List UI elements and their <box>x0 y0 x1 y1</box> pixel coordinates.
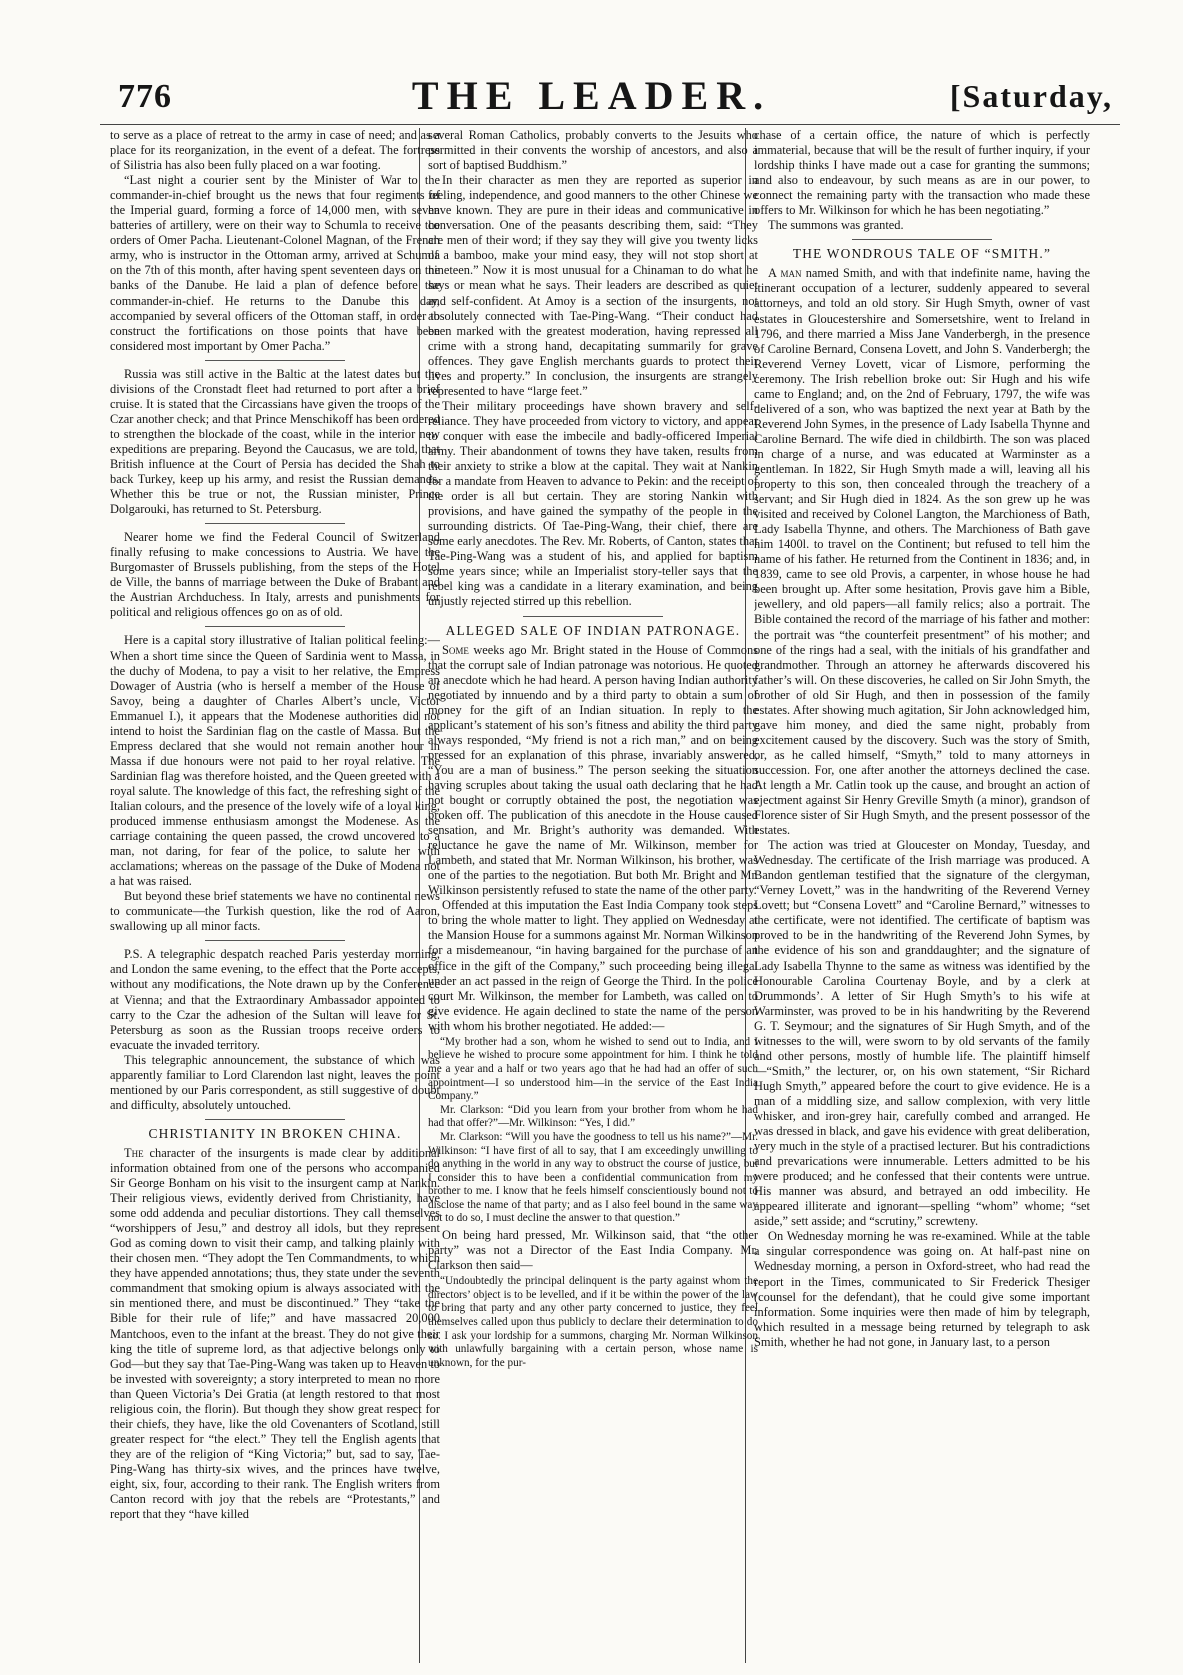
paragraph: Their military proceedings have shown bravery and self-reliance. They have proceeded from victory to victory, and appear to conquer with ease the imbecile and badly-officered Imperial army. Their abandonment of towns they have taken, results from their anxiety to strike a blow at the capital. They wait at Nankin for a mandate from Heaven to advance to Pekin: and the receipt of the order is all but certain. They are storing Nankin with provisions, and have gained the sympathy of the people in the surrounding districts. Of Tae-Ping-Wang, their chief, there are some early anecdotes. The Rev. Mr. Roberts, of Canton, states that Tae-Ping-Wang was a student of his, and applied for baptism some years since; while an Imperialist story-teller says that the rebel king was a candidate in a literary examination, and being unjustly rejected stirred up this rebellion. <box>428 398 758 609</box>
masthead <box>0 0 1183 118</box>
drop-word: Some <box>442 642 469 657</box>
paragraph: P.S. A telegraphic despatch reached Paris yesterday morning, and London the same evening, to the effect that the Porte accepts, without any modifications, the Note drawn up by the Conference at Vienna; and that the Extraordinary Ambassador appointed to carry to the Czar the adhesion of the Sultan will leave for St. Petersburg as soon as the Russian troops receive orders to evacuate the invaded territory. <box>110 947 440 1052</box>
testimony-quote <box>428 1036 758 1226</box>
paragraph: Offended at this imputation the East India Company took steps to bring the whole matter to light. They applied on Wednesday at the Mansion House for a summons against Mr. Norman Wilkinson for a misdemeanour, “in having bargained for the purchase of an office in the gift of the Company,” such proceeding being illegal under an act passed in the reign of George the Third. In the police court Mr. Wilkinson, the member for Lambeth, was called on to give evidence. He again declined to state the name of the person with whom his brother negotiated. He added:— <box>428 898 758 1033</box>
paragraph: several Roman Catholics, probably converts to the Jesuits who permitted in their convents the worship of ancestors, and also a sort of baptised Buddhism.” <box>428 128 758 173</box>
quote-paragraph: “My brother had a son, whom he wished to send out to India, and I believe he wished to procure some appointment for him. I think he told me a year and a half or two years ago that he had had an offer of such appointment—I so understood him—in the service of the East India Company.” <box>428 1035 758 1103</box>
masthead-rule <box>100 124 1120 125</box>
newspaper-title: THE LEADER. <box>411 73 772 118</box>
quote-paragraph: “Undoubtedly the principal delinquent is the party against whom the directors’ object is to be levelled, and if it be within the power of the law to bring that party and any other party concerned to justice, they feel themselves called upon thus publicly to declare their determination to do so. I ask your lordship for a summons, charging Mr. Norman Wilkinson with unlawfully bargaining with a certain person, whose name is unknown, for the pur- <box>428 1275 758 1369</box>
paragraph: But beyond these brief statements we have no continental news to communicate—the Turkish question, like the rod of Aaron, swallowing up all minor facts. <box>110 889 440 934</box>
paragraph: On Wednesday morning he was re-examined. While at the table a singular correspondence was going on. At half-past nine on Wednesday morning, a person in Oxford-street, who had read the report in the Times, communicated to Sir Frederick Thesiger (counsel for the defendant), that he could give some important information. Some inquiries were then made of him by telegraph, which resulted in a message being returned by telegraph to ask Smith, whether he had not gone, in January last, to a person <box>754 1229 1090 1349</box>
paragraph <box>428 643 758 899</box>
paragraph <box>754 266 1090 838</box>
page-number: 776 <box>118 78 172 115</box>
paragraph-text: weeks ago Mr. Bright stated in the House of Commons that the corrupt sale of Indian patronage was notorious. He quoted an anecdote which he had heard. A person having Indian authority negotiated by innuendo and by a third party to obtain a sum of money for the gift of an Indian situation. In reply to the applicant’s statement of his son’s fitness and ability the third party always responded, “My friend is not a rich man,” and on being pressed for an explanation of this phrase, invariably answered, “You are a man of business.” The person seeking the situation having scruples about taking the usual oath declaring that he had not bought or corruptly obtained the post, the negotiation was broken off. The publication of this anecdote in the House caused sensation, and Mr. Bright’s authority was demanded. With reluctance he gave the name of Mr. Wilkinson, member for Lambeth, and stated that Mr. Norman Wilkinson, his brother, was one of the parties to the negotiation. But both Mr. Bright and Mr. Wilkinson persistently refused to state the name of the other party. <box>428 642 758 898</box>
paragraph: Nearer home we find the Federal Council of Switzerland finally refusing to make concessions to Austria. We have the Burgomaster of Brussels publishing, from the steps of the Hotel de Ville, the banns of marriage between the Duke of Brabant and the Austrian Archduchess. In Italy, arrests and punishments for political and religious offences go on as of old. <box>110 530 440 620</box>
drop-word: The <box>124 1145 144 1160</box>
paragraph: In their character as men they are reported as superior in feeling, independence, and good manners to the other Chinese we have known. They are pure in their ideas and communicative in conversation. One of the peasants describing them, said: “They are men of their word; if they say they will give you twenty licks of a bamboo, make your mind easy, they will not stop short at nineteen.” Now it is most unusual for a Chinaman to do what he says or mean what he says. Their leaders are described as quiet and self-confident. At Amoy is a section of the insurgents, not absolutely connected with Tae-Ping-Wang. “Their conduct had been marked with the greatest moderation, having repressed all crime with a strong hand, decapitating summarily for grave offences. They gave English merchants guards to protect their lives and property.” In conclusion, the insurgents are strangely represented to have “large feet.” <box>428 173 758 398</box>
paragraph: This telegraphic announcement, the substance of which was apparently familiar to Lord Clarendon last night, leaves the point mentioned by our Paris correspondent, as still suggestive of doubt and difficulty, absolutely untouched. <box>110 1052 440 1112</box>
paragraph: The summons was granted. <box>768 218 904 233</box>
paragraph-text: character of the insurgents is made clear by additional information obtained from one of the persons who accompanied Sir George Bonham on his visit to the insurgent camp at Nankin. Their religious views, evidently derived from Christianity, have some odd addenda and peculiar distortions. They call themselves “worshippers of Jesu,” and destroy all idols, but they represent God as coming down to visit their camp, and talking plainly with their chosen men. “They adopt the Ten Commandments, to which they have appended annotations; thus, they state under the seventh commandment that smoking opium is always associated with the sin mentioned there, and must be discontinued.” They “take the Bible for their rule of life;” and have massacred 20,000 Mantchoos, even to the infant at the breast. They do not give their king the title of supreme lord, as that adjective belongs only to God—but they say that Tae-Ping-Wang was taken up to Heaven to be invested with sovereignty; a story interpreted to mean no more than Queen Victoria’s Dei Gratia (at length restored to that most religious coin, the florin). But though they show great respect for their chiefs, they have, like the old Covenanters of Scotland, still greater respect for “the elect.” They tell the English agents that they are of the religion of “King Victoria;” but, sad to say, Tae-Ping-Wang has thirty-six wives, and the princes have twelve, eight, six, four, according to their rank. The English writers from Canton record with joy that the rebels are “Protestants,” and report that they “have killed <box>110 1145 440 1522</box>
paragraph: On being hard pressed, Mr. Wilkinson said, that “the other party” was not a Director of the East India Company. Mr. Clarkson then said— <box>428 1228 758 1273</box>
drop-word: A man <box>768 266 802 281</box>
section-separator <box>205 1119 345 1120</box>
issue-day: [Saturday, <box>949 78 1113 114</box>
paragraph-text: named Smith, and with that indefinite name, having the itinerant occupation of a lecturer, suddenly appeared to several attorneys, and told an old story. Sir Hugh Smyth, owner of vast estates in Gloucestershire and Somersetshire, went to Ireland in 1796, and there married a Miss Jane Vanderbergh, in the presence of Caroline Bernard, Consena Lovett, and John S. Vanderbergh; the Reverend Verney Lovett, vicar of Lismore, performing the ceremony. The Irish rebellion broke out: Sir Hugh and his wife came to England; and, on the 2nd of February, 1797, the wife was delivered of a son, who was baptized the next year at Bath by the Reverend John Symes, in the presence of Lady Isabella Thynne and Caroline Bernard. The wife died in childbirth. The son was placed in charge of a nurse, and was educated at Warminster as a gentleman. In 1822, Sir Hugh Smyth made a will, leaving all his property to this son, then concealed through the treachery of a servant; and Sir Hugh died in 1824. As the son grew up he was visited and received by Colonel Langton, the Marchioness of Bath, Lady Isabella Thynne, and others. The Marchioness of Bath gave him 1400l. to travel on the Continent; but refused to tell him the name of his father. He returned from the Continent in 1836; and, in 1839, came to see old Provis, a carpenter, in whose house he had been brought up. After some hesitation, Provis gave him a Bible, jewellery, and old papers—all family relics; also a portrait. The Bible contained the record of the marriage of his father and mother: the portrait was “the counterfeit presentment” of his mother; and one of the rings had a seal, with the initials of his grandfather and grandmother. Through an attorney he afterwards discovered his father’s will. On these discoveries, he called on Sir John Smyth, the brother of old Sir Hugh, and then in possession of the family estates. After showing much agitation, Sir John acknowledged him, gave him money, and died the same night, probably from excitement caused by the discovery. Such was the story of Smith, or, as he called himself, “Smyth,” told to many attorneys in succession. For, one after another the attorneys declined the case. At length a Mr. Catlin took up the cause, and brought an action of ejectment against Sir Henry Greville Smyth (a minor), grandson of Florence sister of Sir Hugh Smyth, and the present possessor of the estates. <box>754 266 1090 838</box>
column-2 <box>428 128 758 1668</box>
column-1 <box>110 128 440 1668</box>
paragraph: Russia was still active in the Baltic at the latest dates but the divisions of the Cronstadt fleet had returned to port after a brief cruise. It is stated that the Circassians have given the troops of the Czar another check; and that Prince Menschikoff has been ordered to strengthen the blockade of the coast, while in the interior new expeditions are preparing. Beyond the Caucasus, we are told, that British influence at the Court of Persia has decided the Shah to back Turkey, keep up his army, and resist the Russian demands. Whether this be true or not, the Russian minister, Prince Dolgarouki, has returned to St. Petersburg. <box>110 366 440 517</box>
article-heading: ALLEGED SALE OF INDIAN PATRONAGE. <box>445 622 741 638</box>
paragraph: “Last night a courier sent by the Minister of War to the commander-in-chief brought us the news that four regiments of the Imperial guard, forming a force of 14,000 men, with seven batteries of artillery, were on their way to Schumla to receive the orders of Omer Pacha. Lieutenant-Colonel Magnan, of the French army, who is instructor in the Ottoman army, arrived at Schumla on the 7th of this month, after having spent seventeen days on the banks of the Danube. He laid a plan of defence before the commander-in-chief. He returns to the Danube this day, accompanied by several officers of the Ottoman staff, in order to construct the fortifications on those points that have been considered most important by Omer Pacha.” <box>110 173 440 353</box>
testimony-quote <box>428 1275 758 1370</box>
paragraph: to serve as a place of retreat to the army in case of need; and as a place for its reorganization, in the event of a defeat. The fortress of Silistria has also been fully placed on a war footing. <box>110 128 440 173</box>
section-separator <box>205 523 345 524</box>
article-heading: CHRISTIANITY IN BROKEN CHINA. <box>148 1125 402 1141</box>
section-separator <box>205 626 345 627</box>
paragraph <box>110 1146 440 1522</box>
quote-paragraph: Mr. Clarkson: “Did you learn from your brother from whom he had had that offer?”—Mr. Wilkinson: “Yes, I did.” <box>428 1103 758 1130</box>
paragraph: Here is a capital story illustrative of Italian political feeling:—When a short time since the Queen of Sardinia went to Massa, in the duchy of Modena, to pay a visit to her relative, the Empress Dowager of Austria (who is herself a member of the House of Savoy, being a daughter of Charles Albert’s uncle, Victor Emmanuel I.), it appears that the Modenese authorities did not intend to hoist the Sardinian flag on the castle of Massa. But the Empress declared that she would not remain another hour in Massa if due honours were not paid to her royal relative. The Sardinian flag was therefore hoisted, and the Queen greeted with a royal salute. The knowledge of this fact, the refreshing sight of the Italian colours, and the presence of the lovely wife of a loyal king, produced immense enthusiasm amongst the Modenese. As the carriage containing the queen passed, the crowd uncovered to a man, not daring, for fear of the police, to salute her with acclamations; whereas on the passage of the Duke of Modena not a hat was raised. <box>110 633 440 889</box>
paragraph: The action was tried at Gloucester on Monday, Tuesday, and Wednesday. The certificate of the Irish marriage was produced. A Bandon gentleman testified that the signature of the clergyman, “Verney Lovett,” was in the handwriting of the Reverend Verney Lovett; but “Consena Lovett” and “Caroline Bernard,” witnesses to the certificate, were not identified. The certificate of baptism was proved to be in the handwriting of the Reverend John Symes, by the evidence of his son and granddaughter; and the signature of Lady Isabella Thynne to the same as witness was identified by the Honourable Carolina Courtenay Boyle, and by a clerk at Drummonds’. A letter of Sir Hugh Smyth’s to his wife at Warminster, was proved to be in his handwriting by the Reverend G. T. Seymour; and the signatures of Sir Hugh Smyth, and of the witnesses to the will, were sworn to by old servants of the family and other persons, mostly of humble life. The plaintiff himself—“Smith,” the lecturer, or, on his own statement, “Sir Richard Hugh Smyth,” appeared before the court to give evidence. He is a man of a middling size, and sallow complexion, with very little whisker, and iron-grey hair, carefully combed and arranged. He was dressed in black, and gave his evidence with great deliberation, very much in the style of a practised lecturer. But his contradictions and prevarications were innumerable. Letters admitted to be his were produced; and he confessed that their contents were untrue. His manner was absurd, and betrayed an odd imbecility. He appeared illiterate and ignorant—spelling “whom” whome; “set aside,” sett asside; and “scrutiny,” screwteny. <box>754 838 1090 1229</box>
section-separator <box>205 360 345 361</box>
paragraph: chase of a certain office, the nature of which is perfectly immaterial, because that will be the result of further inquiry, if your lordship thinks I have made out a case for granting the summons; and also to endeavour, by such means as are in our power, to connect the remaining party with the transaction who made these offers to Mr. Wilkinson for which he has been negotiating.” <box>754 128 1090 218</box>
column-3 <box>754 128 1090 1668</box>
section-separator <box>205 940 345 941</box>
section-separator <box>523 616 663 617</box>
quote-paragraph: Mr. Clarkson: “Will you have the goodness to tell us his name?”—Mr. Wilkinson: “I have first of all to say, that I am exceedingly unwilling to do anything in the world in any way to obstruct the course of justice, but I consider this to have been a confidential communication from my brother to me. I know that he feels himself conscientiously bound not to disclose the name of that party; and as I also feel bound in the same way not to do so, I must decline the answer to that question.” <box>428 1130 758 1225</box>
section-separator <box>852 239 992 240</box>
article-heading: THE WONDROUS TALE OF “SMITH.” <box>792 246 1052 262</box>
